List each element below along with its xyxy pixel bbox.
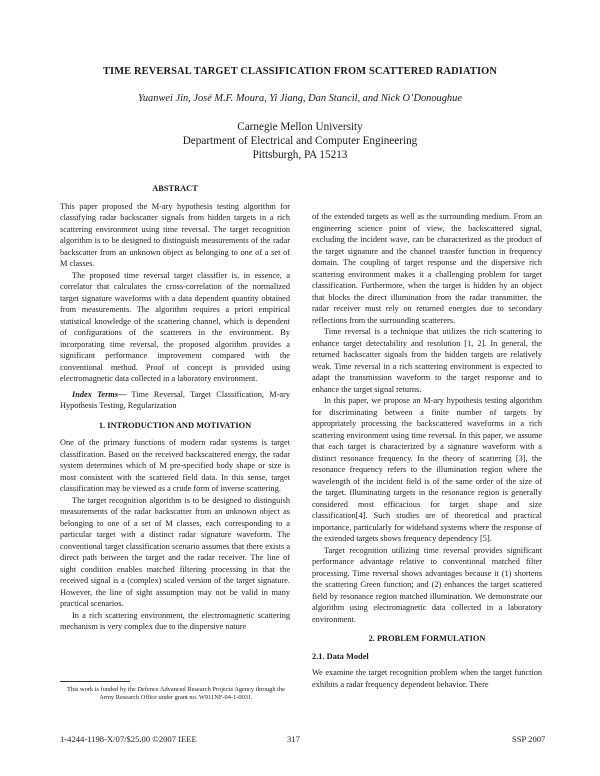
affiliation-block: [0, 120, 600, 162]
funding-footnote: This work is funded by the Defence Advanced Research Projects Agency through the Army Research Office under grant no. W911NF-04-1-0031.: [67, 686, 285, 702]
abstract-paragraph-2: The proposed time reversal target classifier is, in essence, a correlator that calculates the cross-correlation of the normalized target signature waveforms with a data dependent quantity obtained from measurements. The algorithm requires a priori empirical statistical knowledge of the scattering channel, which is dependent of configurations of the scatterers in the environment. By incorporating time reversal, the proposed algorithm provides a significant performance improvement compared with the conventional method. Proof of concept is provided using electromagnetic data collected in a laboratory environment.: [60, 270, 290, 383]
intro-paragraph-3: In a rich scattering environment, the electromagnetic scattering mechanism is very complex due to the dispersive nature: [60, 610, 290, 631]
abstract-heading: ABSTRACT: [152, 184, 198, 193]
data-model-paragraph: We examine the target recognition problem when the target function exhibits a radar frequency dependent behavior. There: [312, 668, 542, 689]
footer-copyright: 1-4244-1198-X/07/$25.00 ©2007 IEEE: [60, 734, 197, 744]
affiliation-department: Department of Electrical and Computer Engineering: [182, 135, 418, 147]
footer-conference: SSP 2007: [512, 734, 546, 744]
intro-paragraph-2: The target recognition algorithm is to be designed to distinguish measurements of the radar backscatter from an unknown object as belonging to one of a set of M classes, each corresponding to a particular target with a distinct radar signature waveform. The conventional target classification scenario assumes that there exists a direct path between the target and the radar receiver. The line of sight condition enables matched filtering processing in that the received signal is a (complex) scaled version of the target signature. However, the line of sight assumption may not be valid in many practical scenarios.: [60, 495, 290, 608]
right-paragraph-1: Time reversal is a technique that utilizes the rich scattering to enhance target detectability and resolution [1, 2]. In general, the returned backscatter signals from the hidden targets are relatively weak. Time reversal in a rich scattering environment is expected to adapt the transmission waveform to the target response and to enhance the target signal returns.: [312, 327, 542, 394]
right-column: [312, 211, 542, 690]
affiliation-university: Carnegie Mellon University: [237, 121, 363, 133]
section-2-heading: 2. PROBLEM FORMULATION: [368, 634, 486, 643]
affiliation-location: Pittsburgh, PA 15213: [252, 149, 348, 161]
abstract-paragraph-1: This paper proposed the M-ary hypothesis testing algorithm for classifying radar backscatter signals from hidden targets in a rich scattering environment using time reversal. The target recognition algorithm is to be designed to distinguish measurements of the radar backscatter from an unknown object as belonging to one of a set of M classes.: [60, 201, 290, 268]
subsection-2-1-heading: 2.1. Data Model: [312, 651, 369, 661]
right-paragraph-2: In this paper, we propose an M-ary hypothesis testing algorithm for discriminating between a finite number of targets by appropriately processing the backscattered waveforms in a rich scattering environment using time reversal. In this paper, we assume that each target is characterized by a signature waveform with a distinct resonance frequency. In the theory of scattering [3], the resonance frequency refers to the illumination region where the wavelength of the incident field is of the same order of the size of the target. Illuminating targets in the resonance region is generally considered most efficacious for target shape and size classification[4]. Such studies are of theoretical and practical importance, particularly for wideband systems where the response of the extended targets shows frequency dependency [5].: [312, 396, 542, 543]
author-list: Yuanwei Jin, José M.F. Moura, Yi Jiang, Dan Stancil, and Nick O’Donoughue: [138, 93, 462, 104]
left-column: [60, 183, 290, 633]
index-terms-text: Time Reversal, Target Classification, M-ary Hypothesis Testing, Regularization: [60, 389, 291, 410]
intro-paragraph-1: One of the primary functions of modern radar systems is target classification. Based on the received backscattered energy, the radar system determines which of M pre-specified body shape or size is most consistent with the scattered field data. In this sense, target classification may be viewed as a crude form of inverse scattering.: [60, 438, 290, 493]
footnote-divider: [60, 681, 130, 682]
right-paragraph-3: Target recognition utilizing time reversal provides significant performance advantage relative to conventional matched filter processing. Time reversal shows advantages because it (1) shortens the scattering Green function; and (2) enhances the target scattered field by resonance region matched illumination. We demonstrate our algorithm using electromagnetic data collected in a laboratory environment.: [312, 545, 542, 624]
index-terms: [60, 389, 290, 412]
index-terms-label: Index Terms—: [72, 389, 127, 399]
section-1-heading: 1. INTRODUCTION AND MOTIVATION: [98, 420, 252, 430]
page-number: 317: [287, 734, 300, 744]
paper-title: TIME REVERSAL TARGET CLASSIFICATION FROM SCATTERED RADIATION: [102, 66, 498, 77]
right-paragraph-continued: of the extended targets as well as the surrounding medium. From an engineering science point of view, the backscattered signal, excluding the incident wave, can be characterized as the product of the target signature and the channel transfer function in frequency domain. The coupling of target response and the dispersive rich scattering environment makes it a challenging problem for target classification. Furthermore, when the target is hidden by an object that blocks the direct illumination from the radar transmitter, the radar receiver must rely on returned energies due to secondary reflections from the surrounding scatterers.: [312, 212, 542, 325]
